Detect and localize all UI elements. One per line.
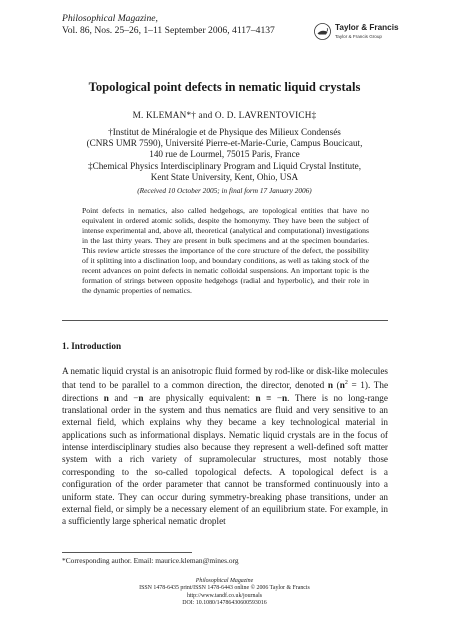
- abstract-divider: [62, 320, 388, 321]
- text-run: = 1). The directions: [62, 380, 389, 403]
- corresponding-author-footnote: *Corresponding author. Email: maurice.kleman@mines.org: [62, 556, 239, 565]
- text-run: (: [332, 380, 340, 391]
- affiliation-line: Kent State University, Kent, Ohio, USA: [150, 171, 299, 182]
- journal-header: [62, 13, 275, 37]
- footer-journal: Philosophical Magazine: [195, 578, 254, 584]
- superscript: 2: [344, 380, 348, 387]
- received-dates: (Received 10 October 2005; in final form 17 January 2006): [137, 186, 312, 195]
- brand-group: Taylor & Francis Group: [335, 34, 382, 39]
- director-symbol: n: [282, 392, 288, 403]
- taylor-francis-lamp-icon: [314, 23, 331, 40]
- footer-issn: ISSN 1478-6435 print/ISSN 1478-6443 online © 2006 Taylor & Francis: [139, 585, 310, 592]
- text-run: . There is no long-range translational order in the system and thus nematics are fluid and very sensitive to an external field, which explains why they became a key technological material in applications such as informational displays. Nematic liquid crystals are in the focus of intense interdisciplinary studies also because they represent a well-defined soft matter system with a rich variety of supramolecular structures, most notably those corresponding to the so-called topological defects. A topological defect is a configuration of the order parameter that cannot be transformed continuously into a uniform state. They can occur during symmetry-breaking phase transitions, under an external field, or simply be a necessary element of an equilibrium state. For example, in a sufficiently large spherical nematic droplet: [62, 392, 388, 527]
- director-symbol: n: [339, 380, 345, 391]
- section-heading: 1. Introduction: [62, 341, 122, 351]
- publisher-logo: [314, 22, 399, 41]
- director-symbol: n: [138, 392, 144, 403]
- text-run: are physically equivalent:: [143, 392, 256, 403]
- abstract: Point defects in nematics, also called hedgehogs, are topological entities that have no equivalent in ordered atomic solids, despite the homonymy. They have been the subject of intense experimental and, above all, theoretical (analytical and computational) investigations in the last thirty years. They are present in bulk specimens and at the specimen boundaries. This review article stresses the importance of the core structure of the defect, the possibility of it splitting into a disclination loop, and boundary conditions, as well as taking stock of the recent advances on point defects in nematic colloidal suspensions. An important topic is the formation of strings between opposite hedgehogs (radial and hyperbolic), and their role in the dynamic properties of nematics.: [82, 206, 369, 295]
- affiliation-line: (CNRS UMR 7590), Université Pierre-et-Marie-Curie, Campus Boucicaut,: [86, 138, 363, 149]
- text-run: A nematic liquid crystal is an anisotropic fluid formed by rod-like or disk-like molecules that tend to be parallel to a common direction, the director, denoted: [62, 366, 388, 391]
- director-symbol: n: [327, 380, 333, 391]
- affiliation-line: 140 rue de Lourmel, 75015 Paris, France: [149, 149, 300, 160]
- body-paragraph: [62, 365, 388, 528]
- footer-url[interactable]: http://www.tandf.co.uk/journals: [186, 592, 263, 599]
- text-run: and −: [108, 392, 139, 403]
- affiliation-line: †Institut de Minéralogie et de Physique des Milieux Condensés: [108, 127, 341, 137]
- article-authors: M. KLEMAN*† and O. D. LAVRENTOVICH‡: [132, 110, 317, 120]
- footnote-divider: [62, 552, 192, 553]
- affiliation-line: ‡Chemical Physics Interdisciplinary Program and Liquid Crystal Institute,: [87, 160, 362, 171]
- article-title: Topological point defects in nematic liquid crystals: [88, 80, 361, 94]
- affiliations: [0, 127, 449, 183]
- director-symbol: n: [103, 392, 109, 403]
- journal-citation: Vol. 86, Nos. 25–26, 1–11 September 2006, 4117–4137: [62, 25, 275, 36]
- journal-name: Philosophical Magazine,: [62, 13, 158, 24]
- text-run: ≡ −: [260, 392, 283, 403]
- director-symbol: n: [255, 392, 261, 403]
- brand-name: Taylor & Francis: [335, 23, 399, 32]
- page-footer: [0, 578, 449, 608]
- footer-doi: DOI: 10.1080/14786430600593016: [182, 600, 267, 607]
